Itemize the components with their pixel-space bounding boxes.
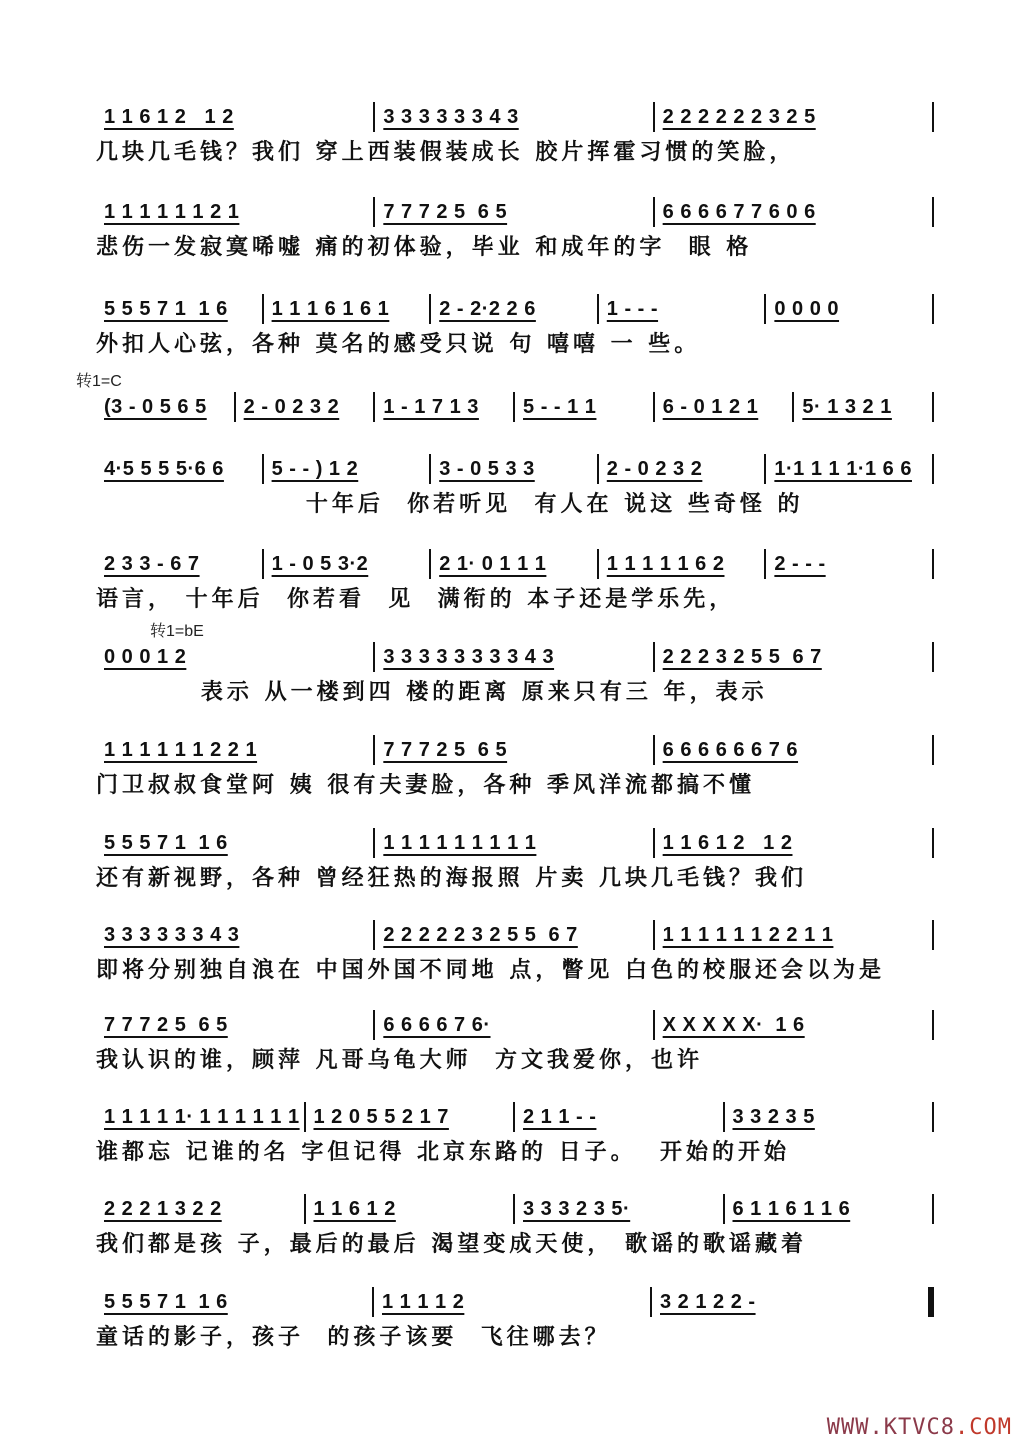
score-row bbox=[96, 452, 934, 532]
bar-line bbox=[928, 1287, 934, 1317]
lyric-line: 童话的影子，孩子 的孩子该要 飞往哪去？ bbox=[96, 1324, 611, 1350]
measure: 2 2 2 3 2 5 5 6 7 bbox=[662, 646, 822, 668]
notation-line bbox=[96, 100, 934, 134]
lyric-line: 几块几毛钱？我们 穿上西装假装成长 胶片挥霍习惯的笑脸， bbox=[96, 139, 796, 165]
measure: 7 7 7 2 5 6 5 bbox=[383, 739, 508, 761]
notation-line bbox=[96, 1285, 934, 1319]
watermark-name: KTVC8 bbox=[883, 1415, 956, 1440]
measure: 7 7 7 2 5 6 5 bbox=[104, 1014, 228, 1036]
notation-line bbox=[96, 1192, 934, 1226]
measure: 5 5 5 7 1 1 6 bbox=[104, 832, 228, 854]
bar-line bbox=[932, 828, 934, 858]
measure: 3 3 3 3 3 3 3 3 4 3 bbox=[383, 646, 555, 668]
measure: 6 - 0 1 2 1 bbox=[662, 396, 759, 418]
score-row bbox=[96, 1285, 934, 1365]
score-row bbox=[96, 547, 934, 627]
score-row bbox=[96, 292, 934, 372]
bar-line bbox=[932, 294, 934, 324]
lyric-line: 我认识的谁，顾萍 凡哥乌龟大师 方文我爱你，也许 bbox=[96, 1047, 703, 1073]
score-row bbox=[96, 733, 934, 813]
lyric-line: 悲伤一发寂寞唏嘘 痛的初体验，毕业 和成年的字 眼 格 bbox=[96, 234, 753, 260]
notation-line bbox=[96, 547, 934, 581]
lyric-line: 语言， 十年后 你若看 见 满衔的 本子还是学乐先， bbox=[96, 586, 736, 612]
measure: 2 - - - bbox=[774, 553, 826, 575]
score-row bbox=[96, 100, 934, 180]
measure: 5· 1 3 2 1 bbox=[802, 396, 892, 418]
lyric-line: 谁都忘 记谁的名 字但记得 北京东路的 日子。 开始的开始 bbox=[96, 1139, 790, 1165]
measure: 6 6 6 6 7 7 6 0 6 bbox=[662, 201, 816, 223]
watermark-prefix: WWW. bbox=[826, 1415, 884, 1440]
measure: 2 1 1 - - bbox=[523, 1106, 597, 1128]
measure: 1 - 1 7 1 3 bbox=[383, 396, 479, 418]
lyric-line: 外扣人心弦，各种 莫名的感受只说 句 嘻嘻 一 些。 bbox=[96, 331, 701, 357]
measure: 7 7 7 2 5 6 5 bbox=[383, 201, 508, 223]
measure: 1 1 1 1 1 1 2 2 1 bbox=[104, 739, 258, 761]
score-row bbox=[96, 640, 934, 720]
measure: 1 1 6 1 2 bbox=[313, 1198, 396, 1220]
measure: 5 5 5 7 1 1 6 bbox=[104, 1291, 228, 1313]
measure: (3 - 0 5 6 5 bbox=[104, 396, 207, 418]
score-row bbox=[96, 826, 934, 906]
score-row bbox=[96, 1192, 934, 1272]
bar-line bbox=[932, 549, 934, 579]
key-change-c: 转1=C bbox=[76, 373, 122, 390]
notation-line bbox=[96, 640, 934, 674]
measure: 3 2 1 2 2 - bbox=[660, 1291, 756, 1313]
measure: 5 5 5 7 1 1 6 bbox=[104, 298, 228, 320]
measure: 2 1· 0 1 1 1 bbox=[439, 553, 547, 575]
bar-line bbox=[932, 920, 934, 950]
measure: 1 1 1 1 1 1 2 2 1 1 bbox=[662, 924, 834, 946]
notation-line bbox=[96, 1008, 934, 1042]
measure: 1 1 1 1 1 1 2 1 bbox=[104, 201, 240, 223]
lyric-line: 我们都是孩 子，最后的最后 渴望变成天使， 歌谣的歌谣藏着 bbox=[96, 1231, 807, 1257]
measure: 1·1 1 1 1·1 6 6 bbox=[774, 458, 912, 480]
notation-line bbox=[96, 292, 934, 326]
lyric-line: 还有新视野，各种 曾经狂热的海报照 片卖 几块几毛钱？我们 bbox=[96, 865, 807, 891]
measure: 3 - 0 5 3 3 bbox=[439, 458, 535, 480]
measure: 0 0 0 0 bbox=[774, 298, 840, 320]
measure: 2 - 0 2 3 2 bbox=[606, 458, 703, 480]
measure: 6 6 6 6 6 6 7 6 bbox=[662, 739, 799, 761]
lyric-line: 即将分别独自浪在 中国外国不同地 点，瞥见 白色的校服还会以为是 bbox=[96, 957, 885, 983]
measure: 2 - 2·2 2 6 bbox=[439, 298, 536, 320]
measure: 1 1 1 1 1 1 1 1 1 bbox=[383, 832, 537, 854]
measure: 3 3 3 3 3 3 4 3 bbox=[104, 924, 240, 946]
score-row bbox=[96, 1008, 934, 1088]
measure: 3 3 3 2 3 5· bbox=[523, 1198, 631, 1220]
bar-line bbox=[932, 1010, 934, 1040]
site-watermark bbox=[827, 1415, 1012, 1440]
notation-line bbox=[96, 826, 934, 860]
bar-line bbox=[932, 454, 934, 484]
bar-line bbox=[932, 735, 934, 765]
notation-line bbox=[96, 733, 934, 767]
measure: 1 1 1 1 1· 1 1 1 1 1 1 bbox=[104, 1106, 300, 1128]
notation-line bbox=[96, 452, 934, 486]
measure: 2 - 0 2 3 2 bbox=[243, 396, 340, 418]
score-row bbox=[96, 1100, 934, 1180]
measure: 1 - - - bbox=[606, 298, 659, 320]
notation-line bbox=[96, 390, 934, 424]
measure: 1 1 1 1 1 6 2 bbox=[606, 553, 725, 575]
bar-line bbox=[932, 392, 934, 422]
measure: 5 - - 1 1 bbox=[523, 396, 597, 418]
notation-line bbox=[96, 195, 934, 229]
lyric-line: 门卫叔叔食堂阿 姨 很有夫妻脸，各种 季风洋流都搞不懂 bbox=[96, 772, 755, 798]
lyric-line: 表示 从一楼到四 楼的距离 原来只有三 年，表示 bbox=[96, 679, 768, 705]
measure: 2 2 2 1 3 2 2 bbox=[104, 1198, 222, 1220]
measure: X X X X X· 1 6 bbox=[662, 1014, 805, 1036]
watermark-suffix: .COM bbox=[955, 1415, 1012, 1440]
measure: 2 2 2 2 2 2 3 2 5 bbox=[662, 106, 816, 128]
measure: 1 1 1 6 1 6 1 bbox=[271, 298, 390, 320]
measure: 4·5 5 5 5·6 6 bbox=[104, 458, 224, 480]
measure: 2 2 2 2 2 3 2 5 5 6 7 bbox=[383, 924, 578, 946]
measure: 3 3 2 3 5 bbox=[732, 1106, 815, 1128]
measure: 1 - 0 5 3·2 bbox=[271, 553, 369, 575]
bar-line bbox=[932, 197, 934, 227]
measure: 0 0 0 1 2 bbox=[104, 646, 187, 668]
measure: 1 1 6 1 2 1 2 bbox=[662, 832, 793, 854]
bar-line bbox=[932, 102, 934, 132]
measure: 2 3 3 - 6 7 bbox=[104, 553, 200, 575]
bar-line bbox=[932, 1102, 934, 1132]
measure: 6 6 6 6 7 6· bbox=[383, 1014, 491, 1036]
measure: 1 1 1 1 2 bbox=[382, 1291, 465, 1313]
measure: 1 1 6 1 2 1 2 bbox=[104, 106, 234, 128]
key-change-eb: 转1=bE bbox=[150, 623, 204, 640]
score-row bbox=[96, 918, 934, 998]
measure: 3 3 3 3 3 3 4 3 bbox=[383, 106, 519, 128]
lyric-line: 十年后 你若听见 有人在 说这 些奇怪 的 bbox=[96, 491, 804, 517]
measure: 5 - - ) 1 2 bbox=[271, 458, 359, 480]
notation-line bbox=[96, 918, 934, 952]
notation-line bbox=[96, 1100, 934, 1134]
bar-line bbox=[932, 642, 934, 672]
bar-line bbox=[932, 1194, 934, 1224]
score-row bbox=[96, 195, 934, 275]
measure: 6 1 1 6 1 1 6 bbox=[732, 1198, 851, 1220]
measure: 1 2 0 5 5 2 1 7 bbox=[313, 1106, 449, 1128]
